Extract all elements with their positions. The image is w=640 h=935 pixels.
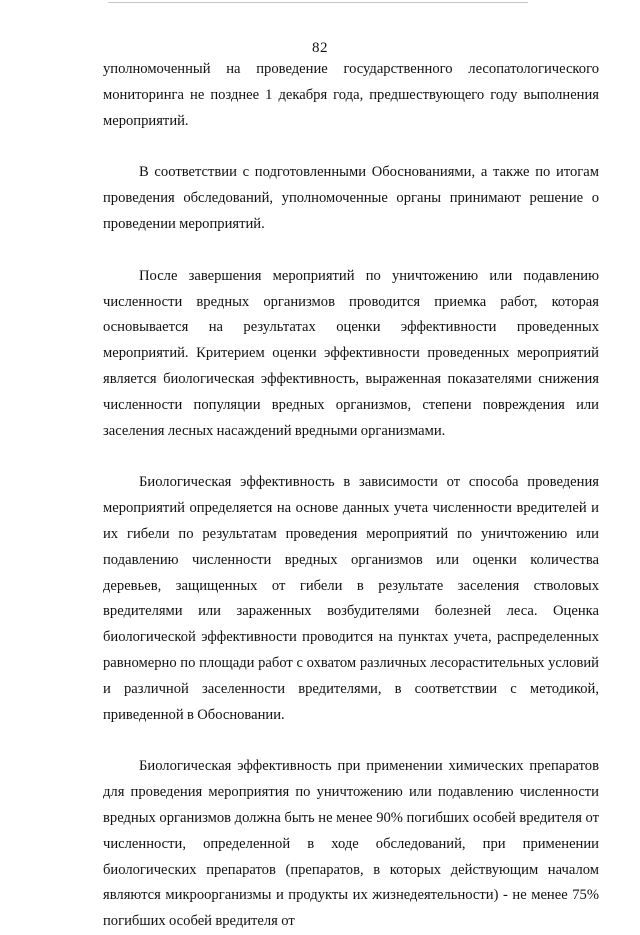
paragraph-biological-efficiency: Биологическая эффективность в зависимости от способа проведения мероприятий определяется на основе данных учета численности вредителей и их гибели по результатам проведения мероприятий по уничтожению или подавлению численности вредных организмов или оценки количества деревьев, защищенных от гибели в результате заселения стволовых вредителями или зараженных возбудителями болезней леса. Оценка биологической эффективности проводится на пунктах учета, распределенных равномерно по площади работ с охватом различных лесорастительных условий и различной заселенности вредителями, в соответствии с методикой, приведенной в Обосновании.	[103, 474, 599, 723]
paragraph-continuation: уполномоченный на проведение государственного лесопатологического мониторинга не позднее 1 декабря года, предшествующего году выполнения мероприятий.	[103, 61, 599, 129]
paragraph-efficiency-thresholds: Биологическая эффективность при применении химических препаратов для проведения мероприятия по уничтожению или подавлению численности вредных организмов должна быть не менее 90% погибших особей вредителя от численности, определенной в ходе обследований, при применении биологических препаратов (препаратов, в которых действующим началом являются микроорганизмы и продукты их жизнедеятельности) - не менее 75% погибших особей вредителя от	[103, 758, 599, 930]
paragraph-justifications: В соответствии с подготовленными Обоснованиями, а также по итогам проведения обследований, уполномоченные органы принимают решение о проведении мероприятий.	[103, 164, 599, 232]
page-number: 82	[312, 40, 328, 56]
top-edge-rule	[108, 2, 528, 3]
paragraph-acceptance: После завершения мероприятий по уничтожению или подавлению численности вредных организмов проводится приемка работ, которая основывается на результатах оценки эффективности проведенных мероприятий. Критерием оценки эффективности проведенных мероприятий является биологическая эффективность, выраженная показателями снижения численности популяции вредных организмов, степени повреждения или заселения лесных насаждений вредными организмами.	[103, 267, 599, 439]
document-body	[103, 57, 599, 935]
